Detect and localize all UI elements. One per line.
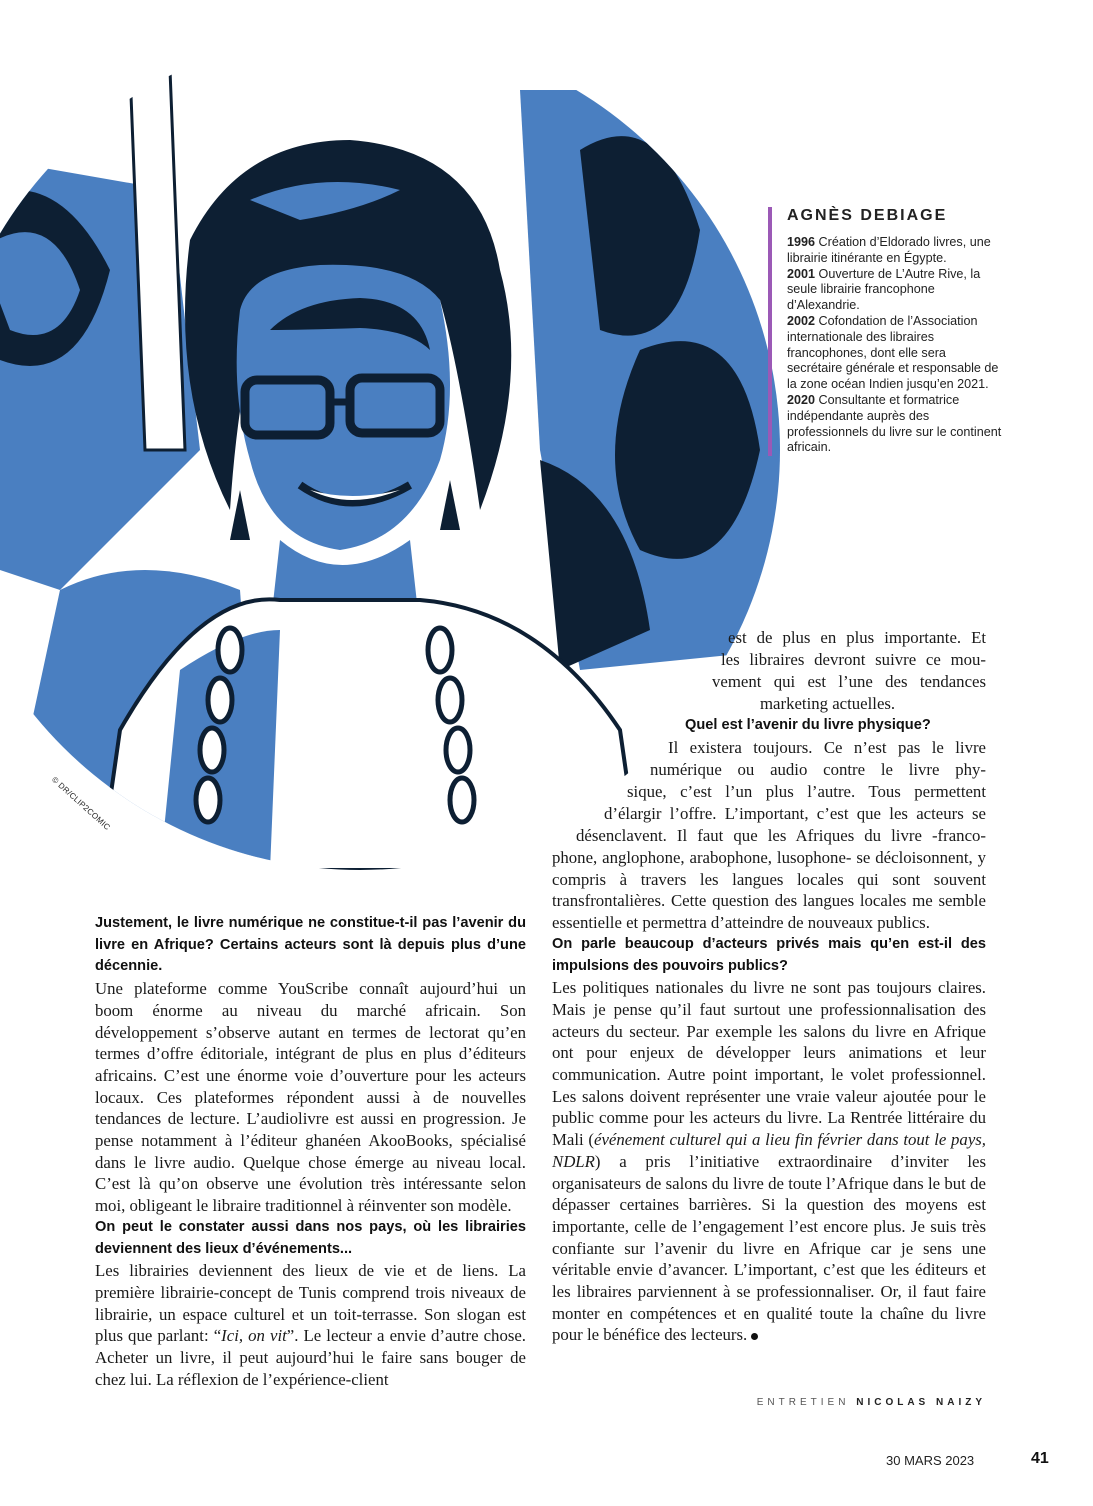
byline-author: NICOLAS NAIZY (856, 1397, 986, 1408)
right-text-line: d’élargir l’offre. L’important, c’est que les acteurs se (604, 804, 986, 823)
answer-paragraph: phone, anglophone, arabophone, lusophone- se décloisonnent, y compris à travers les langues locales qui sont souvent transfrontalières. Cette question des langues locales me semble essentielle et permettra d’atteindre de nouveaux publics. (552, 848, 986, 933)
question-heading: Quel est l’avenir du livre physique? (685, 717, 931, 733)
bio-entry: 2020 Consultante et formatrice indépendante auprès des professionnels du livre sur le continent africain. (787, 392, 1002, 455)
end-mark-icon (751, 1333, 758, 1340)
portrait-graphic (0, 30, 780, 870)
portrait-illustration (0, 30, 780, 870)
bio-entry: 2001 Ouverture de L’Autre Rive, la seule librairie francophone d’Alexandrie. (787, 266, 981, 313)
photo-credit: © DR/CLIP2COMIC (49, 775, 112, 833)
right-text-line: numérique ou audio contre le livre phy- (650, 760, 986, 779)
page-number: 41 (1031, 1450, 1049, 1467)
byline-label: ENTRETIEN (756, 1397, 850, 1408)
right-text-line: sique, c’est l’un plus l’autre. Tous permettent (627, 782, 986, 801)
answer-paragraph: Les librairies deviennent des lieux de vie et de liens. La première librairie-concept de Tunis comprend trois niveaux de librairie, un espace culturel et un toit-terrasse. Son slogan est plus que parlant: “Ici, on vit”. Le lecteur a envie d’autre chose. Acheter un livre, il peut aujourd’hui le faire sans bouger de chez lui. La réflexion de l’expérience-client (95, 1261, 527, 1389)
right-text-line: est de plus en plus importante. Et (728, 628, 986, 647)
left-column (95, 913, 526, 1390)
bio-name: AGNÈS DEBIAGE (787, 207, 948, 224)
question-heading: On parle beaucoup d’acteurs privés mais qu’en est-il des impulsions des pouvoirs publics? (552, 935, 986, 974)
right-text-line: vement qui est l’une des tendances (712, 672, 986, 691)
answer-paragraph: Les politiques nationales du livre ne sont pas toujours claires. Mais je pense qu’il faut surtout une professionnalisation des acteurs du secteur. Par exemple les salons du livre en Afrique ont pour enjeux de développer leurs animations et leur communication. Autre point important, le volet professionnel. Les salons doivent représenter une vraie valeur ajoutée pour le public comme pour les acteurs du livre. La Rentrée littéraire du Mali (événement culturel qui a lieu fin février dans tout le pays, NDLR) a pris l’initiative extraordinaire d’inviter les organisateurs de salons du livre de toute l’Afrique dans le but de dépasser certaines barrières. Si la question des moyens est importante, celle de l’engagement l’est encore plus. Je suis très confiante sur l’avenir du livre en Afrique car je sens une véritable envie d’avancer. L’important, c’est que les éditeurs et les libraires parviennent à se professionnaliser. Or, il faut faire monter en compétences et en qualité toute la chaîne du livre pour le bénéfice des lecteurs. (552, 978, 986, 1345)
bio-entry: 2002 Cofondation de l’Association internationale des libraires francophones, dont elle sera secrétaire générale et responsable de la zone océan Indien jusqu’en 2021. (787, 313, 999, 392)
answer-paragraph: Une plateforme comme YouScribe connaît aujourd’hui un boom énorme au niveau du marché africain. Son développement s’observe autant en termes de lectorat qu’en termes d’offre éditoriale, intégrant de plus en plus d’éditeurs africains. C’est une énorme voie d’ouverture pour les acteurs locaux. Ces plateformes répondent aussi à de nouvelles tendances de lecture. L’audiolivre est aussi en progression. Je pense notamment à l’éditeur ghanéen AkooBooks, spécialisé dans le livre audio. Quelque chose émerge au niveau local. C’est là qu’on observe une évolution très intéressante selon moi, obligeant le libraire traditionnel à réinventer son modèle. (95, 979, 526, 1216)
question-heading: Justement, le livre numérique ne constitue-t-il pas l’avenir du livre en Afrique? Certains acteurs sont là depuis plus d’une décennie. (95, 915, 526, 975)
issue-date: 30 MARS 2023 (886, 1453, 975, 1468)
right-text-line: Il existera toujours. Ce n’est pas le livre (668, 738, 986, 757)
question-heading: On peut le constater aussi dans nos pays, où les librairies deviennent des lieux d’événements... (95, 1218, 526, 1257)
byline (757, 1397, 986, 1408)
bio-entry: 1996 Création d’Eldorado livres, une librairie itinérante en Égypte. (787, 235, 991, 265)
right-text-line: marketing actuelles. (760, 694, 896, 713)
right-text-line: les libraires devront suivre ce mou- (721, 650, 986, 669)
right-text-line: désenclavent. Il faut que les Afriques du livre -franco- (576, 826, 986, 845)
bio-sidebar (768, 207, 1002, 456)
right-column (552, 847, 986, 1346)
